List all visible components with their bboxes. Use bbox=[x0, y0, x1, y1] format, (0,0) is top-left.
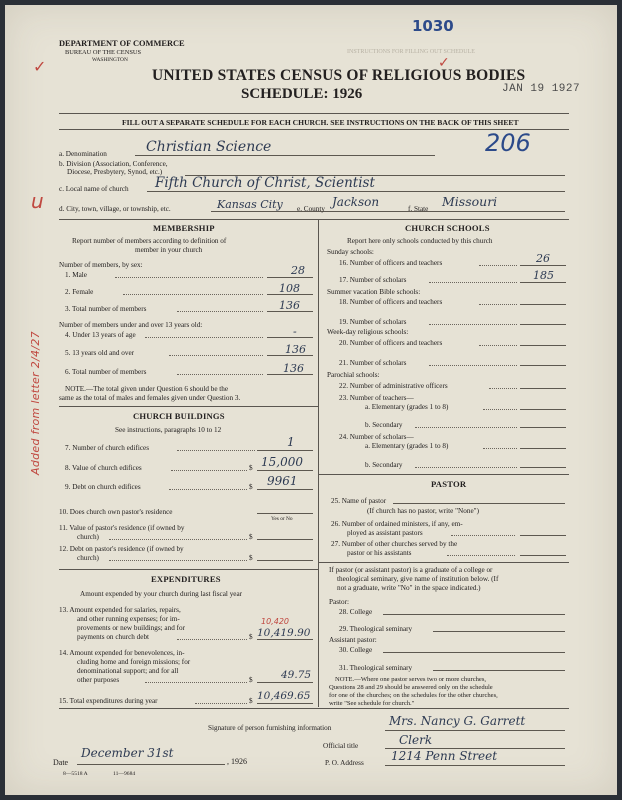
form-number: 8—5518 A bbox=[63, 771, 88, 777]
form-title: UNITED STATES CENSUS OF RELIGIOUS BODIES bbox=[152, 67, 526, 84]
rule bbox=[318, 474, 569, 475]
q13-value: 10,419.90 bbox=[257, 627, 311, 639]
graduate-note-3: not a graduate, write "No" in the space indicated.) bbox=[337, 584, 481, 592]
county-value: Jackson bbox=[332, 195, 380, 209]
q26-label-1: 26. Number of ordained ministers, if any, em- bbox=[331, 520, 463, 528]
q18-label: 18. Number of officers and teachers bbox=[339, 298, 443, 306]
answer-line bbox=[135, 155, 435, 156]
membership-title: MEMBERSHIP bbox=[153, 223, 215, 233]
q24a-label: a. Elementary (grades 1 to 8) bbox=[365, 442, 449, 450]
q11-label-2: church) bbox=[77, 533, 99, 541]
bureau-name: BUREAU OF THE CENSUS bbox=[65, 49, 142, 56]
q3-value: 136 bbox=[279, 299, 300, 312]
expenditures-title: EXPENDITURES bbox=[151, 574, 221, 584]
answer-line bbox=[211, 211, 565, 212]
q14-label-3: denominational support; and for all bbox=[77, 667, 179, 675]
q21-label: 21. Number of scholars bbox=[339, 359, 407, 367]
q16-value: 26 bbox=[536, 252, 550, 265]
q31-label: 31. Theological seminary bbox=[339, 664, 413, 672]
membership-note-1: NOTE.—The total given under Question 6 should be the bbox=[65, 385, 229, 393]
buildings-intro: See instructions, paragraphs 10 to 12 bbox=[115, 426, 222, 434]
form-subtitle: SCHEDULE: 1926 bbox=[241, 86, 363, 102]
q14-label-4: other purposes bbox=[77, 676, 120, 684]
sunday-schools-label: Sunday schools: bbox=[327, 248, 374, 256]
parochial-schools-label: Parochial schools: bbox=[327, 371, 380, 379]
graduate-note-2: theological seminary, give name of institution below. (If bbox=[337, 575, 499, 583]
q23b-label: b. Secondary bbox=[365, 421, 403, 429]
q20-label: 20. Number of officers and teachers bbox=[339, 339, 443, 347]
department-name: DEPARTMENT OF COMMERCE bbox=[59, 39, 185, 48]
expenditures-intro: Amount expended by your church during last fiscal year bbox=[80, 590, 243, 598]
q14-label-1: 14. Amount expended for benevolences, in- bbox=[59, 649, 185, 657]
q4-value: - bbox=[293, 325, 297, 338]
q1-value: 28 bbox=[291, 264, 305, 277]
buildings-title: CHURCH BUILDINGS bbox=[133, 411, 225, 421]
q6-value: 136 bbox=[283, 362, 304, 375]
q14-label-2: cluding home and foreign missions; for bbox=[77, 658, 191, 666]
received-date-stamp: JAN 19 1927 bbox=[502, 83, 581, 95]
q14-value: 49.75 bbox=[281, 669, 312, 681]
membership-intro-1: Report number of members according to definition of bbox=[72, 237, 227, 245]
state-label: f. State bbox=[408, 205, 429, 213]
q5-value: 136 bbox=[285, 343, 306, 356]
state-value: Missouri bbox=[442, 194, 498, 209]
date-value: December 31st bbox=[81, 746, 174, 760]
signature-value: Mrs. Nancy G. Garrett bbox=[389, 714, 526, 728]
address-label: P. O. Address bbox=[325, 759, 364, 767]
vacation-schools-label: Summer vacation Bible schools: bbox=[327, 288, 421, 296]
q5-label: 5. 13 years old and over bbox=[65, 349, 135, 357]
address-value: 1214 Penn Street bbox=[391, 749, 498, 763]
q22-label: 22. Number of administrative officers bbox=[339, 382, 448, 390]
date-year: , 1926 bbox=[227, 757, 247, 766]
document-number: 1030 bbox=[412, 17, 454, 35]
q9-label: 9. Debt on church edifices bbox=[65, 483, 141, 491]
q25-hint: (If church has no pastor, write "None") bbox=[367, 507, 479, 515]
schools-title: CHURCH SCHOOLS bbox=[405, 223, 490, 233]
pencil-mark-u: u bbox=[31, 189, 44, 213]
q8-label: 8. Value of church edifices bbox=[65, 464, 142, 472]
q12-label-2: church) bbox=[77, 554, 99, 562]
q10-label: 10. Does church own pastor's residence bbox=[59, 508, 173, 516]
q6-label: 6. Total number of members bbox=[65, 368, 147, 376]
q13-label-4: payments on church debt bbox=[77, 633, 150, 641]
instruction-banner: FILL OUT A SEPARATE SCHEDULE FOR EACH CHURCH. SEE INSTRUCTIONS ON THE BACK OF THIS SHEET bbox=[122, 118, 519, 127]
pastor-note-4: write "See schedule for church." bbox=[329, 700, 415, 707]
q24-label: 24. Number of scholars— bbox=[339, 433, 414, 441]
official-title-label: Official title bbox=[323, 742, 359, 750]
denomination-value: Christian Science bbox=[146, 139, 272, 155]
by-sex-label: Number of members, by sex: bbox=[59, 261, 143, 269]
rule bbox=[59, 708, 569, 709]
q25-label: 25. Name of pastor bbox=[331, 497, 387, 505]
print-number: 11—9684 bbox=[113, 771, 136, 777]
q2-value: 108 bbox=[279, 282, 300, 295]
q4-label: 4. Under 13 years of age bbox=[65, 331, 136, 339]
q13-label-2: and other running expenses; for im- bbox=[77, 615, 180, 623]
pencil-check-mark-right: ✓ bbox=[438, 55, 450, 71]
q15-label: 15. Total expenditures during year bbox=[59, 697, 158, 705]
rule bbox=[318, 562, 569, 563]
graduate-note-1: If pastor (or assistant pastor) is a graduate of a college or bbox=[329, 566, 493, 574]
pastor-note-2: Questions 28 and 29 should be answered only on the schedule bbox=[329, 684, 493, 691]
pencil-check-mark: ✓ bbox=[33, 57, 47, 76]
membership-note-2: same as the total of males and females given under Question 3. bbox=[59, 394, 241, 402]
q16-label: 16. Number of officers and teachers bbox=[339, 259, 443, 267]
q17-label: 17. Number of scholars bbox=[339, 276, 407, 284]
q17-value: 185 bbox=[533, 269, 554, 282]
q10-hint: Yes or No bbox=[271, 516, 293, 522]
q30-label: 30. College bbox=[339, 646, 373, 654]
division-label-line1: b. Division (Association, Conference, bbox=[59, 160, 168, 168]
q7-value: 1 bbox=[287, 435, 295, 449]
q2-label: 2. Female bbox=[65, 288, 94, 296]
q27-label-1: 27. Number of other churches served by the bbox=[331, 540, 458, 548]
q7-label: 7. Number of church edifices bbox=[65, 444, 150, 452]
pastor-label: Pastor: bbox=[329, 598, 349, 606]
column-divider bbox=[318, 219, 319, 707]
church-name-label: c. Local name of church bbox=[59, 185, 129, 193]
q28-label: 28. College bbox=[339, 608, 373, 616]
q3-label: 3. Total number of members bbox=[65, 305, 147, 313]
pastor-title: PASTOR bbox=[431, 479, 467, 489]
q27-label-2: pastor or his assistants bbox=[347, 549, 412, 557]
q26-label-2: ployed as assistant pastors bbox=[347, 529, 423, 537]
denomination-label: a. Denomination bbox=[59, 150, 107, 158]
date-label: Date bbox=[53, 758, 69, 767]
q23a-label: a. Elementary (grades 1 to 8) bbox=[365, 403, 449, 411]
church-name-value: Fifth Church of Christ, Scientist bbox=[155, 175, 375, 191]
margin-pencil-note: Added from letter 2/4/27 bbox=[29, 331, 42, 475]
rule bbox=[59, 219, 569, 220]
answer-line bbox=[147, 191, 565, 192]
age-header: Number of members under and over 13 years old: bbox=[59, 321, 203, 329]
pastor-note-3: for one of the churches; on the schedules for the other churches, bbox=[329, 692, 498, 699]
census-schedule-page: 1030 ✓ ✓ DEPARTMENT OF COMMERCE BUREAU OF THE CENSUS WASHINGTON INSTRUCTIONS FOR FILLING OUT SCHEDULE UNITED STATES CENSUS OF RELIGIOUS BODIES SCHEDULE: 1926 JAN 19 1927 FILL OUT A SEPARATE SCHEDULE FOR EACH CHURCH. SEE INSTRUCTIONS ON THE BACK OF THIS SHEET a. Denomination Christian Science 206 b. Division (Association, Conference, Diocese, Presbytery, Synod, etc.) c. Local name of church Fifth Church of Christ, Scientist u d. City, town, village, or township, etc. Kansas City e. County Jackson f. State Missouri MEMBERSHIP Report number of members according to definition of member in your church Number of members, by sex: 1. Male 28 2. Female 108 3. Total number of members 136 Number of members under and over 13 years old: 4. Under 13 years of age - 5. 13 years old and over 136 6. Total number of members 136 NOTE.—The total given under Question 6 should be the same as the total of males and females given under Question 3. CHURCH BUILDINGS See instructions, paragraphs 10 to 12 7. Number of church edifices 1 8. Value of church edifices $ 15,000 9. Debt on church edifices $ 9961 10. Does church own pastor's residence Yes or No 11. Value of pastor's residence (if owned by church) $ 12. Debt on pastor's residence (if owned by church) $ EXPENDITURES Amount expended by your church during last fiscal year 13. Amount expended for salaries, repairs, and other running expenses; for im- provements or new buildings; and for payments on church debt $ 10,420 10,419.90 14. Amount expended for benevolences, in- cluding home and foreign missions; for denominational support; and for all other purposes $ 49.75 15. Total expenditures during year $ 10,469.65 CHURCH SCHOOLS Report here only schools conducted by this church Sunday schools: 16. Number of officers and teachers 26 17. Number of scholars 185 Summer vacation Bible schools: 18. Number of officers and teachers 19. Number of scholars Week-day religious schools: 20. Number of officers and teachers 21. Number of scholars Parochial schools: 22. Number of administrative officers 23. Number of teachers— a. Elementary (grades 1 to 8) b. Secondary 24. Number of scholars— a. Elementary (grades 1 to 8) b. Secondary PASTOR 25. Name of pastor (If church has no pastor, write "None") 26. Number of ordained ministers, if any, em- ployed as assistant pastors 27. Number of other churches served by the pastor or his assistants If pastor (or assistant pastor) is a graduate of a college or theological seminary, give name of institution below. (If not a graduate, write "No" in the space indicated.) Pastor: 28. College 29. Theological seminary Assistant pastor: 30. College 31. Theological seminary NOTE.—Where one pastor serves two or more churches, Questions 28 and 29 should be answered only on the schedule for one of the churches; on the schedules for the other churches, write "See schedule for church." Signature of person furnishing information Mrs. Nancy G. Garrett Official title Clerk Date December 31st , 1926 P. O. Address 1214 Penn Street 8—5518 A 11—9684 Added from letter 2/4/27 bbox=[5, 5, 617, 795]
q9-value: 9961 bbox=[267, 474, 298, 488]
rule bbox=[59, 569, 318, 570]
church-number: 206 bbox=[485, 129, 531, 157]
q23-label: 23. Number of teachers— bbox=[339, 394, 414, 402]
city-value: Kansas City bbox=[217, 198, 283, 211]
q29-label: 29. Theological seminary bbox=[339, 625, 413, 633]
q8-value: 15,000 bbox=[261, 455, 303, 469]
pastor-note-1: NOTE.—Where one pastor serves two or more churches, bbox=[335, 676, 487, 683]
q13-label-1: 13. Amount expended for salaries, repairs, bbox=[59, 606, 181, 614]
rule bbox=[59, 113, 569, 114]
q24b-label: b. Secondary bbox=[365, 461, 403, 469]
q13-label-3: provements or new buildings; and for bbox=[77, 624, 185, 632]
show-through-text: INSTRUCTIONS FOR FILLING OUT SCHEDULE bbox=[347, 49, 475, 55]
weekday-schools-label: Week-day religious schools: bbox=[327, 328, 409, 336]
city-name: WASHINGTON bbox=[92, 57, 128, 63]
q12-label-1: 12. Debt on pastor's residence (if owned by bbox=[59, 545, 184, 553]
official-title-value: Clerk bbox=[399, 733, 433, 747]
q11-label-1: 11. Value of pastor's residence (if owned by bbox=[59, 524, 185, 532]
schools-intro: Report here only schools conducted by this church bbox=[347, 237, 493, 245]
assistant-pastor-label: Assistant pastor: bbox=[329, 636, 377, 644]
city-label: d. City, town, village, or township, etc. bbox=[59, 205, 171, 213]
membership-intro-2: member in your church bbox=[135, 246, 203, 254]
q13-correction: 10,420 bbox=[261, 617, 289, 626]
rule bbox=[59, 406, 318, 407]
q1-label: 1. Male bbox=[65, 271, 87, 279]
county-label: e. County bbox=[297, 205, 325, 213]
signature-label: Signature of person furnishing information bbox=[208, 724, 332, 732]
q15-value: 10,469.65 bbox=[257, 690, 311, 702]
q19-label: 19. Number of scholars bbox=[339, 318, 407, 326]
division-label-line2: Diocese, Presbytery, Synod, etc.) bbox=[67, 168, 163, 176]
